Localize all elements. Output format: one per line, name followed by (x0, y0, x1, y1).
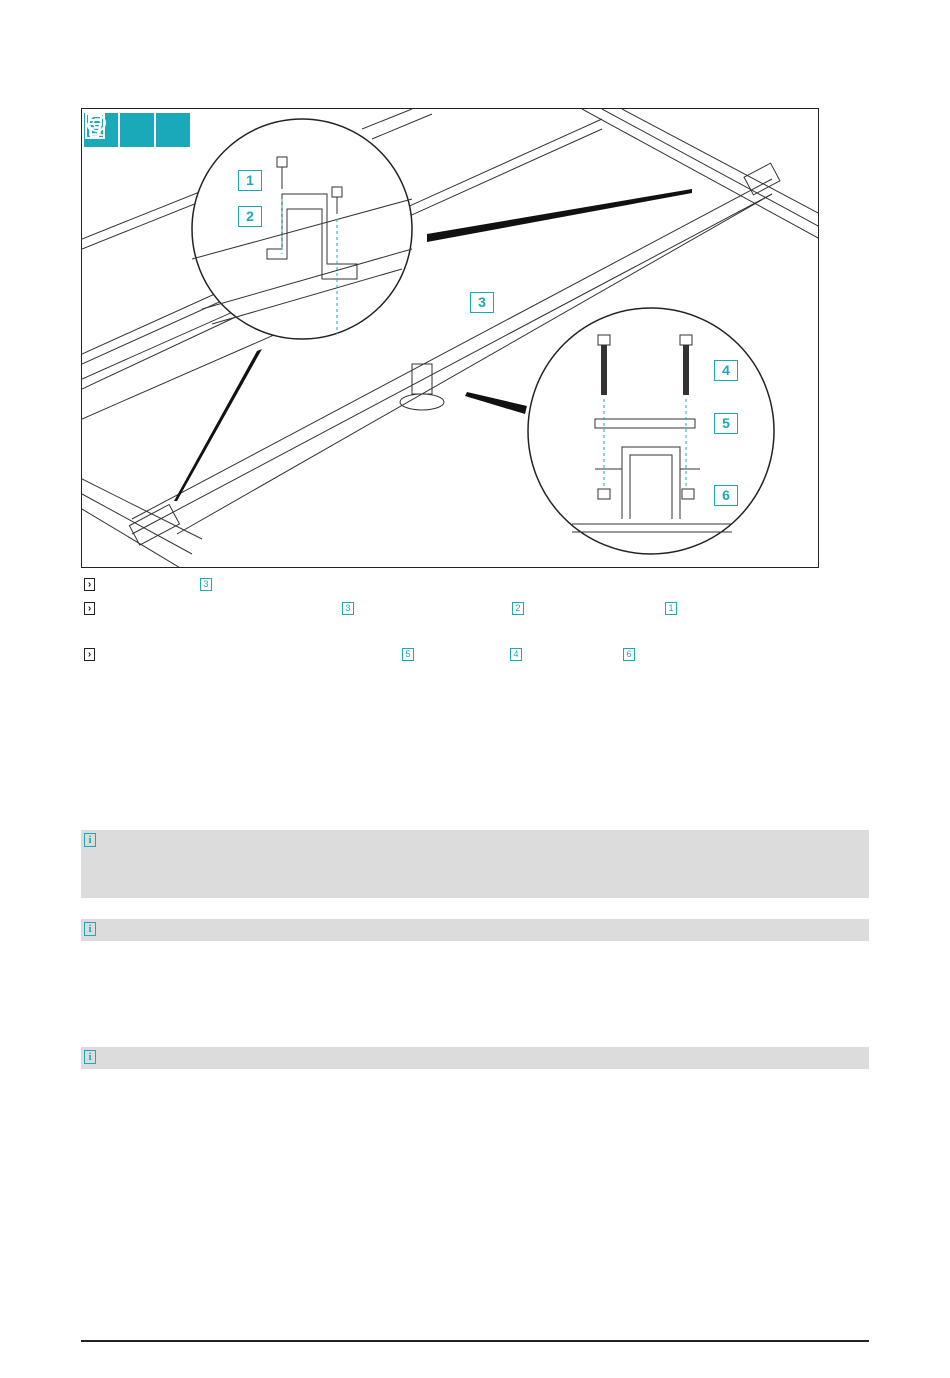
info-box-2 (81, 919, 869, 941)
chevron-right-icon: › (84, 648, 95, 661)
callout-3: 3 (470, 292, 494, 313)
step-2-ref-3: 3 (342, 602, 354, 615)
info-icon: i (84, 833, 96, 847)
footer-rule (81, 1340, 869, 1342)
callout-4: 4 (714, 360, 738, 381)
info-box-3 (81, 1047, 869, 1069)
callout-5: 5 (714, 413, 738, 434)
step-3-ref-4: 4 (510, 648, 522, 661)
step-3-ref-5: 5 (402, 648, 414, 661)
info-icon: i (84, 922, 96, 936)
step-2 (84, 602, 95, 615)
assembly-figure (81, 108, 819, 568)
callout-2: 2 (238, 206, 262, 227)
icon-bar (84, 113, 190, 147)
info-icon: i (84, 1050, 96, 1064)
callout-6: 6 (714, 485, 738, 506)
info-box-1 (81, 830, 869, 898)
torque-wrench-icon (156, 113, 190, 147)
assembly-drawing (82, 109, 819, 568)
step-3 (84, 648, 95, 661)
step-1 (84, 578, 95, 591)
chevron-right-icon: › (84, 602, 95, 615)
step-2-ref-1: 1 (665, 602, 677, 615)
chevron-right-icon: › (84, 578, 95, 591)
step-3-ref-6: 6 (623, 648, 635, 661)
step-1-ref-3: 3 (200, 578, 212, 591)
callout-1: 1 (238, 170, 262, 191)
hand-icon (120, 113, 154, 147)
step-2-ref-2: 2 (512, 602, 524, 615)
